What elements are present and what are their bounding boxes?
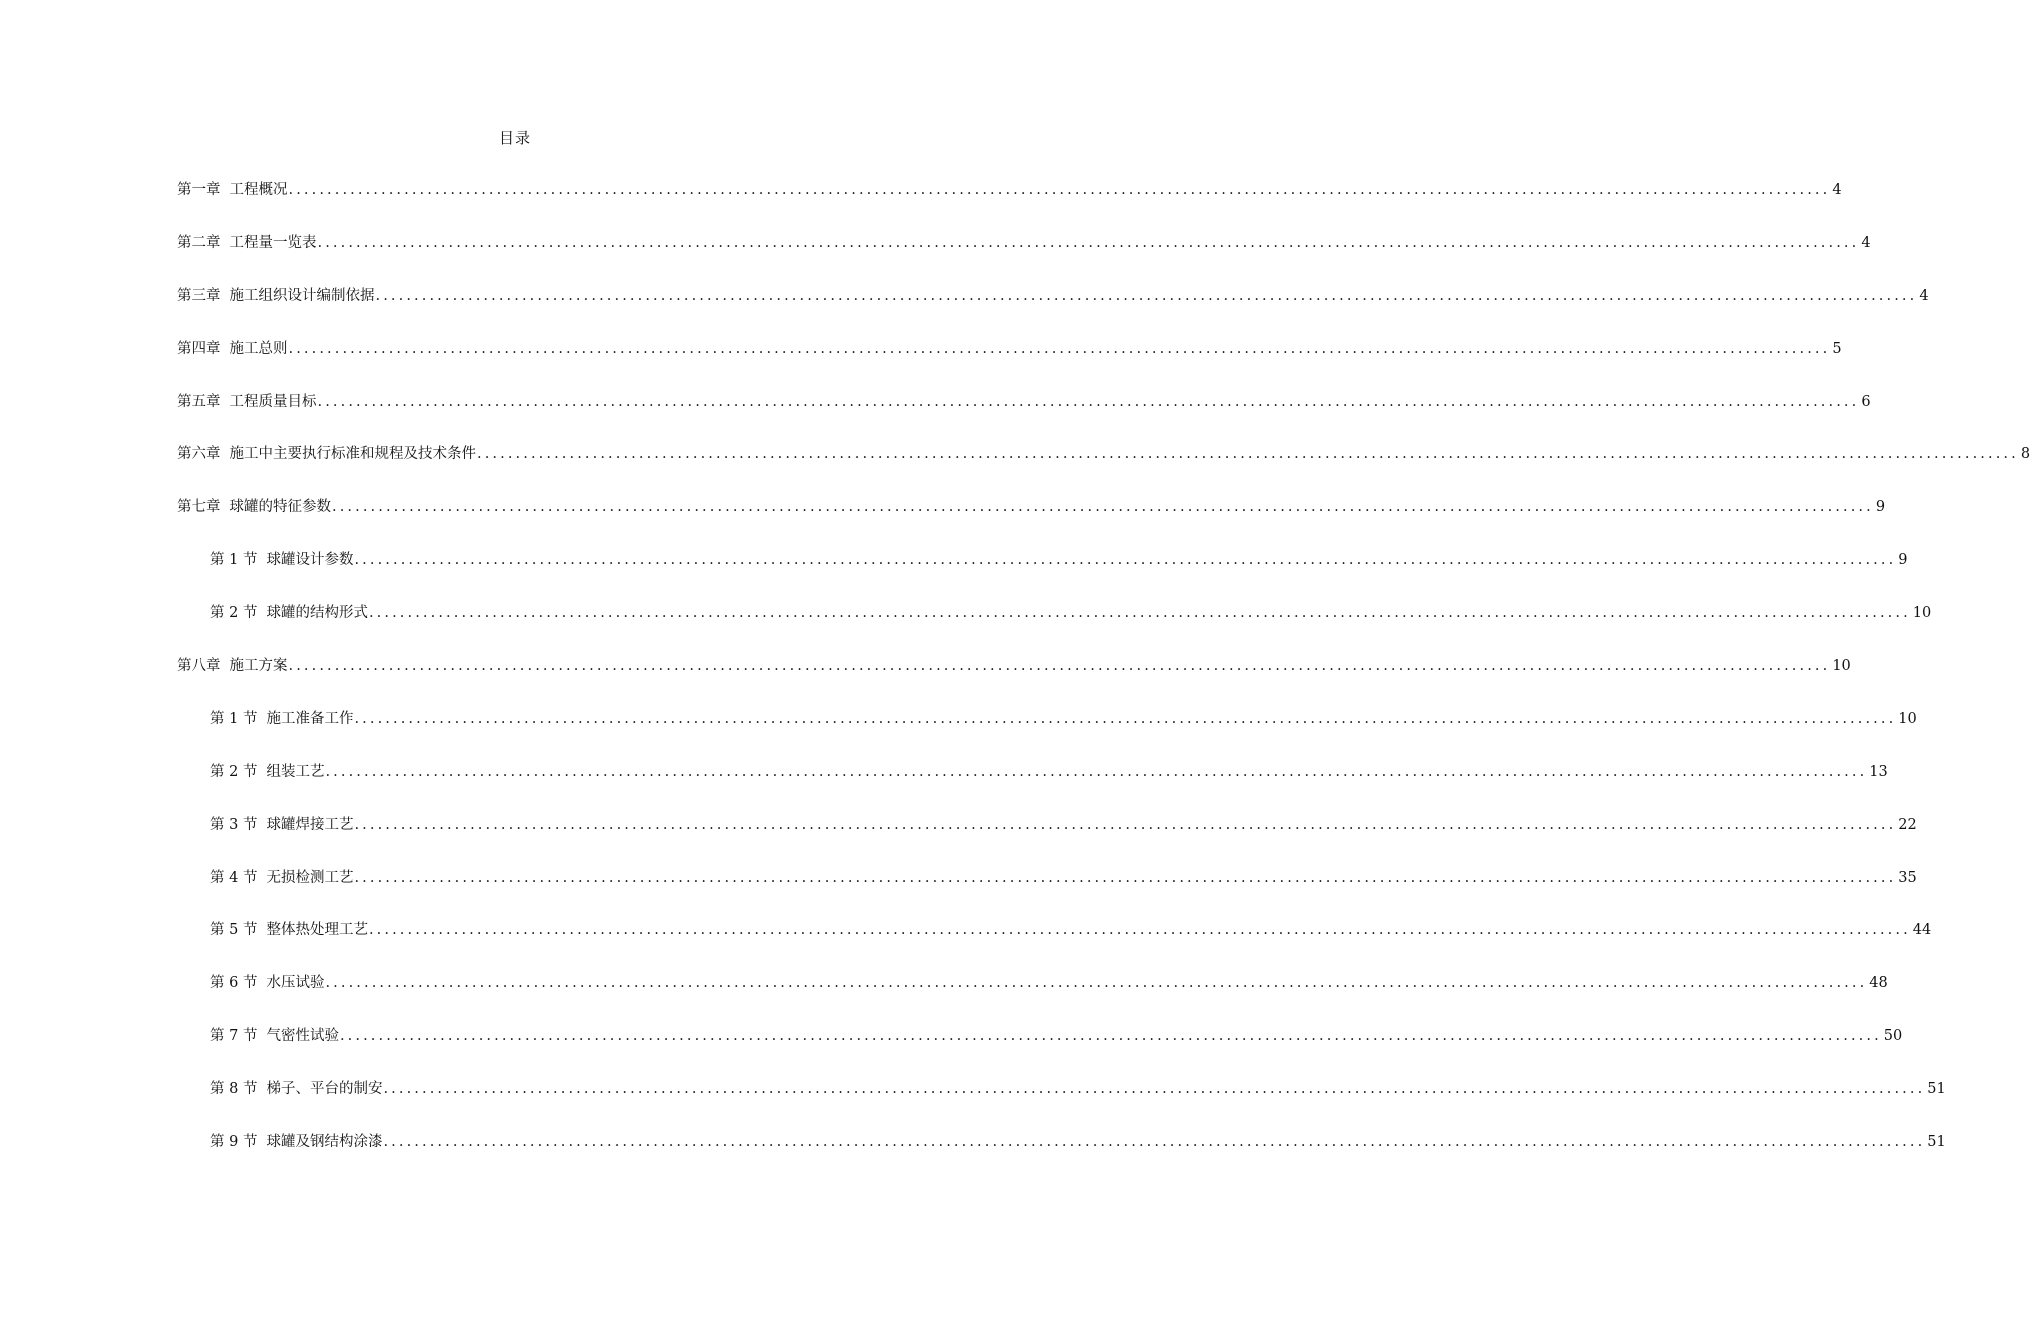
toc-leader-dots: ........................................................................................................................................................................................................	[288, 340, 1831, 357]
toc-entry-page: 51	[1927, 1134, 1946, 1151]
toc-entry-page: 10	[1912, 605, 1932, 622]
toc-leader-dots: ........................................................................................................................................................................................................	[354, 552, 1897, 569]
toc-entry-number: 第四章	[177, 340, 221, 357]
toc-entry-number: 第 7 节	[210, 1028, 258, 1045]
toc-entry-title: 梯子、平台的制安	[266, 1081, 383, 1098]
toc-entry-page: 8	[2020, 446, 2030, 463]
toc-title: 目录	[498, 129, 531, 147]
toc-entry-title: 施工中主要执行标准和规程及技术条件	[229, 446, 476, 463]
toc-entry-title: 气密性试验	[266, 1028, 339, 1045]
toc-entry-number: 第一章	[177, 182, 221, 198]
toc-entry-page: 4	[1861, 234, 1871, 251]
toc-entry-label	[210, 971, 324, 992]
toc-entry-label	[177, 337, 288, 358]
toc-entry-title: 无损检测工艺	[266, 869, 354, 886]
toc-entry-label	[210, 1077, 382, 1098]
toc-entry-number: 第 1 节	[210, 552, 258, 569]
toc-entry-label	[177, 495, 331, 516]
toc-entry-title: 施工准备工作	[266, 710, 354, 727]
toc-entry-title: 球罐焊接工艺	[266, 816, 354, 833]
toc-entry-label	[210, 548, 353, 569]
toc-entry-number: 第 3 节	[210, 816, 258, 833]
toc-entry-title: 球罐的结构形式	[266, 605, 368, 622]
toc-entry-title: 整体热处理工艺	[266, 922, 368, 939]
toc-entry-number: 第 5 节	[210, 922, 258, 939]
toc-subentry[interactable]	[177, 918, 1932, 971]
toc-entry-label	[177, 390, 317, 411]
toc-entry-title: 组装工艺	[266, 763, 325, 780]
toc-subentry[interactable]	[177, 760, 1888, 813]
toc-entry-page: 44	[1912, 922, 1932, 939]
toc-entry-title: 球罐的特征参数	[229, 499, 331, 516]
toc-entry-label	[210, 760, 324, 781]
toc-entry-label	[177, 178, 288, 199]
toc-entry-page: 9	[1875, 499, 1886, 516]
toc-entry-page: 51	[1927, 1081, 1946, 1098]
toc-entry-label	[210, 1130, 382, 1151]
toc-entry-page: 10	[1832, 658, 1851, 675]
toc-entry[interactable]	[177, 654, 1851, 707]
toc-subentry[interactable]	[177, 601, 1932, 654]
toc-entry-title: 水压试验	[266, 975, 325, 992]
toc-entry-number: 第二章	[177, 234, 221, 251]
toc-entry[interactable]	[177, 284, 1929, 337]
toc-entry-page: 50	[1883, 1028, 1903, 1045]
toc-entry-page: 4	[1919, 287, 1929, 304]
toc-entry-title: 工程量一览表	[229, 234, 317, 251]
toc-entry-label	[177, 654, 288, 675]
toc-entry-page: 9	[1898, 552, 1908, 569]
toc-leader-dots: ........................................................................................................................................................................................................	[317, 234, 1860, 251]
toc-subentry[interactable]	[177, 1024, 1903, 1077]
toc-entry-label	[177, 284, 375, 305]
toc-leader-dots: ........................................................................................................................................................................................................	[477, 446, 2019, 463]
toc-subentry[interactable]	[177, 548, 1908, 601]
toc-leader-dots: ........................................................................................................................................................................................................	[288, 658, 1831, 675]
toc-entry-number: 第 4 节	[210, 869, 258, 886]
toc-subentry[interactable]	[177, 866, 1917, 919]
toc-subentry[interactable]	[177, 1077, 1946, 1130]
toc-entry-title: 施工方案	[229, 658, 288, 675]
toc-entry-title: 工程概况	[229, 182, 288, 198]
toc-entry-label	[210, 866, 353, 887]
toc-entry-title: 工程质量目标	[229, 393, 317, 410]
toc-leader-dots: ........................................................................................................................................................................................................	[375, 287, 1918, 304]
toc-entry-number: 第三章	[177, 287, 221, 304]
toc-entry-number: 第 8 节	[210, 1081, 258, 1098]
toc-entry-title: 施工总则	[229, 340, 288, 357]
toc-leader-dots: ........................................................................................................................................................................................................	[383, 1134, 1926, 1151]
toc-entry-label	[210, 1024, 339, 1045]
toc-leader-dots: ........................................................................................................................................................................................................	[325, 763, 1868, 780]
toc-subentry[interactable]	[177, 1130, 1946, 1183]
toc-entry-title: 球罐设计参数	[266, 552, 354, 569]
toc-entry-page: 22	[1898, 816, 1917, 833]
toc-entry-page: 5	[1832, 340, 1842, 357]
toc-entry-title: 球罐及钢结构涂漆	[266, 1134, 383, 1151]
toc-entry[interactable]	[177, 442, 2030, 495]
toc-subentry[interactable]	[177, 971, 1888, 1024]
toc-entry[interactable]	[177, 390, 1871, 443]
toc-leader-dots: ........................................................................................................................................................................................................	[317, 393, 1860, 410]
toc-entry-number: 第五章	[177, 393, 221, 410]
toc-entry-label	[210, 813, 353, 834]
toc-entry-title: 施工组织设计编制依据	[229, 287, 375, 304]
toc-entry[interactable]	[177, 231, 1871, 284]
toc-leader-dots: ........................................................................................................................................................................................................	[354, 869, 1897, 886]
toc-leader-dots: ........................................................................................................................................................................................................	[288, 182, 1831, 198]
toc-entry-number: 第 6 节	[210, 975, 258, 992]
toc-entry-number: 第六章	[177, 446, 221, 463]
toc-leader-dots: ........................................................................................................................................................................................................	[325, 975, 1868, 992]
toc-entry-number: 第八章	[177, 658, 221, 675]
toc-entry-number: 第 9 节	[210, 1134, 258, 1151]
toc-entry-label	[177, 442, 476, 463]
toc-entry-label	[177, 231, 317, 252]
toc-entry[interactable]	[177, 337, 1842, 390]
toc-entry-page: 10	[1898, 710, 1917, 727]
toc-entry-label	[210, 707, 353, 728]
toc-entry-number: 第 2 节	[210, 605, 258, 622]
toc-entry[interactable]	[177, 495, 1886, 548]
toc-entry-number: 第 1 节	[210, 710, 258, 727]
toc-entry-label	[210, 601, 368, 622]
toc-leader-dots: ........................................................................................................................................................................................................	[368, 605, 1911, 622]
toc-leader-dots: ........................................................................................................................................................................................................	[339, 1028, 1882, 1045]
toc-entry-page: 6	[1861, 393, 1871, 410]
toc-subentry[interactable]	[177, 813, 1917, 866]
toc-subentry[interactable]	[177, 707, 1917, 760]
toc-entry[interactable]	[177, 178, 1842, 231]
toc-leader-dots: ........................................................................................................................................................................................................	[354, 710, 1897, 727]
toc-entry-number: 第七章	[177, 499, 221, 516]
toc-leader-dots: ........................................................................................................................................................................................................	[332, 499, 1874, 516]
toc-leader-dots: ........................................................................................................................................................................................................	[368, 922, 1911, 939]
toc-entry-page: 13	[1869, 763, 1888, 780]
toc-leader-dots: ........................................................................................................................................................................................................	[354, 816, 1897, 833]
toc-entry-page: 35	[1898, 869, 1917, 886]
toc-entry-page: 4	[1832, 182, 1842, 198]
table-of-contents	[177, 178, 2030, 1183]
toc-leader-dots: ........................................................................................................................................................................................................	[383, 1081, 1926, 1098]
toc-entry-page: 48	[1869, 975, 1888, 992]
toc-entry-label	[210, 918, 368, 939]
toc-entry-number: 第 2 节	[210, 763, 258, 780]
